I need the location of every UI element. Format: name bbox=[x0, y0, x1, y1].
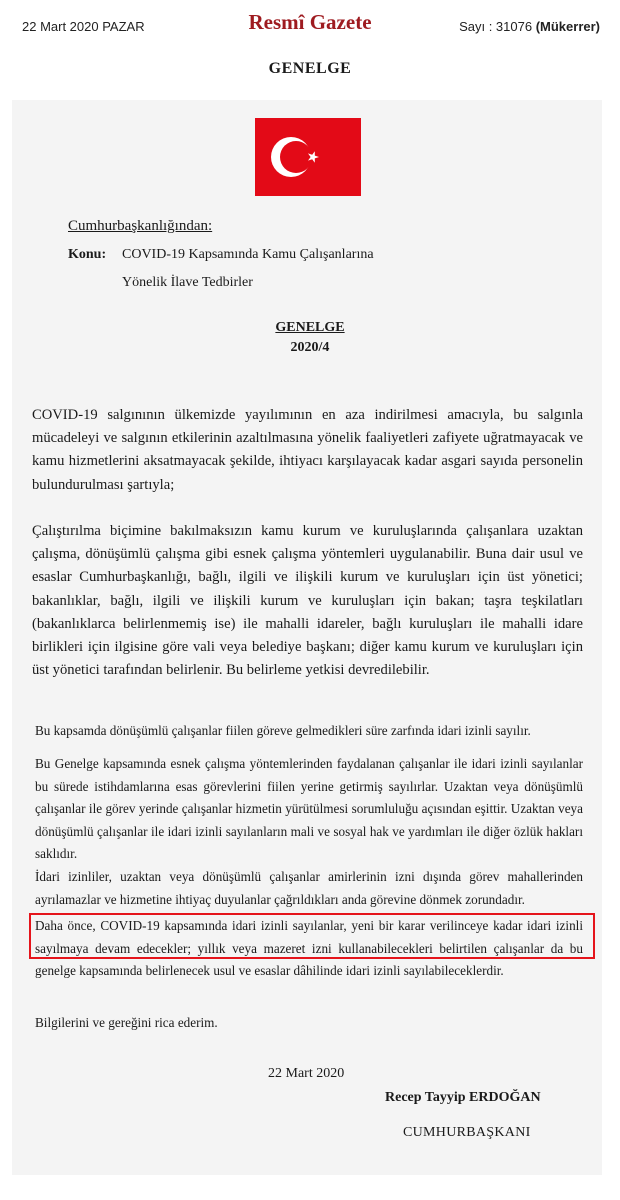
header-date: 22 Mart 2020 PAZAR bbox=[22, 19, 145, 34]
paragraph-flexible-work: Çalıştırılma biçimine bakılmaksızın kamu kurum ve kuruluşlarında çalışanlara uzaktan çalışma, dönüşümlü çalışma gibi esnek çalışma yöntemleri uygulanabilir. Buna dair usul ve esaslar Cumhurbaşkanlığı, bağlı, ilgili ve ilişkili kurum ve kuruluşları için üst yönetici; bakanlıklar, bağlı, ilgili ve ilişkili kurum ve kuruluşları için bakan; taşra teşkilatları (bakanlıklarca belirlenmemiş ise) ile mahalli idareler, bağlı kuruluşları ile mahalli idare birlikleri için ilgisine göre vali veya belediye başkanı; diğer kamu kurum ve kuruluşları için üst yönetici tarafından belirlenir. Bu belirleme yetkisi devredilebilir. bbox=[32, 523, 583, 679]
genelge-title: GENELGE bbox=[275, 320, 345, 335]
section-heading: GENELGE bbox=[268, 60, 352, 77]
issue-note: (Mükerrer) bbox=[535, 19, 600, 34]
paragraph-obligations: İdari izinliler, uzaktan veya dönüşümlü çalışanlar amirlerinin izni dışında görev mahallerinden ayrılamazlar ve hizmetine ihtiyaç duyulanlar çağrıldıkları anda görevine dönmek zorundadır. bbox=[35, 869, 583, 907]
paragraph-closing: Bilgilerini ve gereğini rica ederim. bbox=[35, 1015, 218, 1030]
gazette-title: Resmî Gazete bbox=[248, 10, 372, 34]
highlight-box bbox=[29, 913, 595, 959]
subject-label: Konu: bbox=[68, 247, 107, 262]
issuing-authority: Cumhurbaşkanlığından: bbox=[68, 218, 213, 234]
gazette-header bbox=[0, 0, 620, 52]
turkish-flag-icon bbox=[255, 118, 361, 196]
paragraph-prior-leave: Daha önce, COVID-19 kapsamında idari izinli sayılanlar, yeni bir karar verilinceye kadar idari izinli sayılmaya devam edecekler; yıllık veya mazeret izni kullanabilecekleri belirtilen çalışanlar da bu genelge kapsamında belirlenecek usul ve esaslar dâhilinde idari izinli sayılabileceklerdir. bbox=[35, 918, 583, 978]
signature-date: 22 Mart 2020 bbox=[268, 1066, 345, 1081]
signer-name: Recep Tayyip ERDOĞAN bbox=[385, 1090, 541, 1105]
signer-title: CUMHURBAŞKANI bbox=[403, 1125, 531, 1140]
genelge-number: 2020/4 bbox=[290, 340, 330, 355]
paragraph-rotational-leave: Bu kapsamda dönüşümlü çalışanlar fiilen göreve gelmedikleri süre zarfında idari izinli sayılır. bbox=[35, 723, 531, 738]
subject-line-2: Yönelik İlave Tedbirler bbox=[122, 275, 253, 290]
paragraph-intro: COVID-19 salgınının ülkemizde yayılımının en aza indirilmesi amacıyla, bu salgınla mücadeleyi ve salgının etkilerinin azaltılmasına yönelik faaliyetleri zafiyete uğratmayacak ve kamu hizmetlerini aksatmayacak şekilde, ihtiyacı karşılayacak kadar asgari sayıda personelin bulundurulması şartıyla; bbox=[32, 407, 583, 493]
paragraph-duties: Bu Genelge kapsamında esnek çalışma yöntemlerinden faydalanan çalışanlar ile idari izinli sayılanlar bu sürede istihdamlarına esas görevlerini fiilen yerine getirmiş sayılırlar. Uzaktan veya dönüşümlü çalışanlar ile görev yerinde çalışanlar hizmetin yürütülmesi sorumluluğu açısından eşittir. Uzaktan veya dönüşümlü çalışanlar ile idari izinli sayılanların mali ve sosyal hak ve yardımları ile diğer özlük hakları saklıdır. bbox=[35, 756, 583, 861]
issue-label: Sayı : 31076 bbox=[459, 19, 533, 34]
subject-line-1: COVID-19 Kapsamında Kamu Çalışanlarına bbox=[122, 247, 374, 262]
issue-number bbox=[459, 19, 600, 34]
